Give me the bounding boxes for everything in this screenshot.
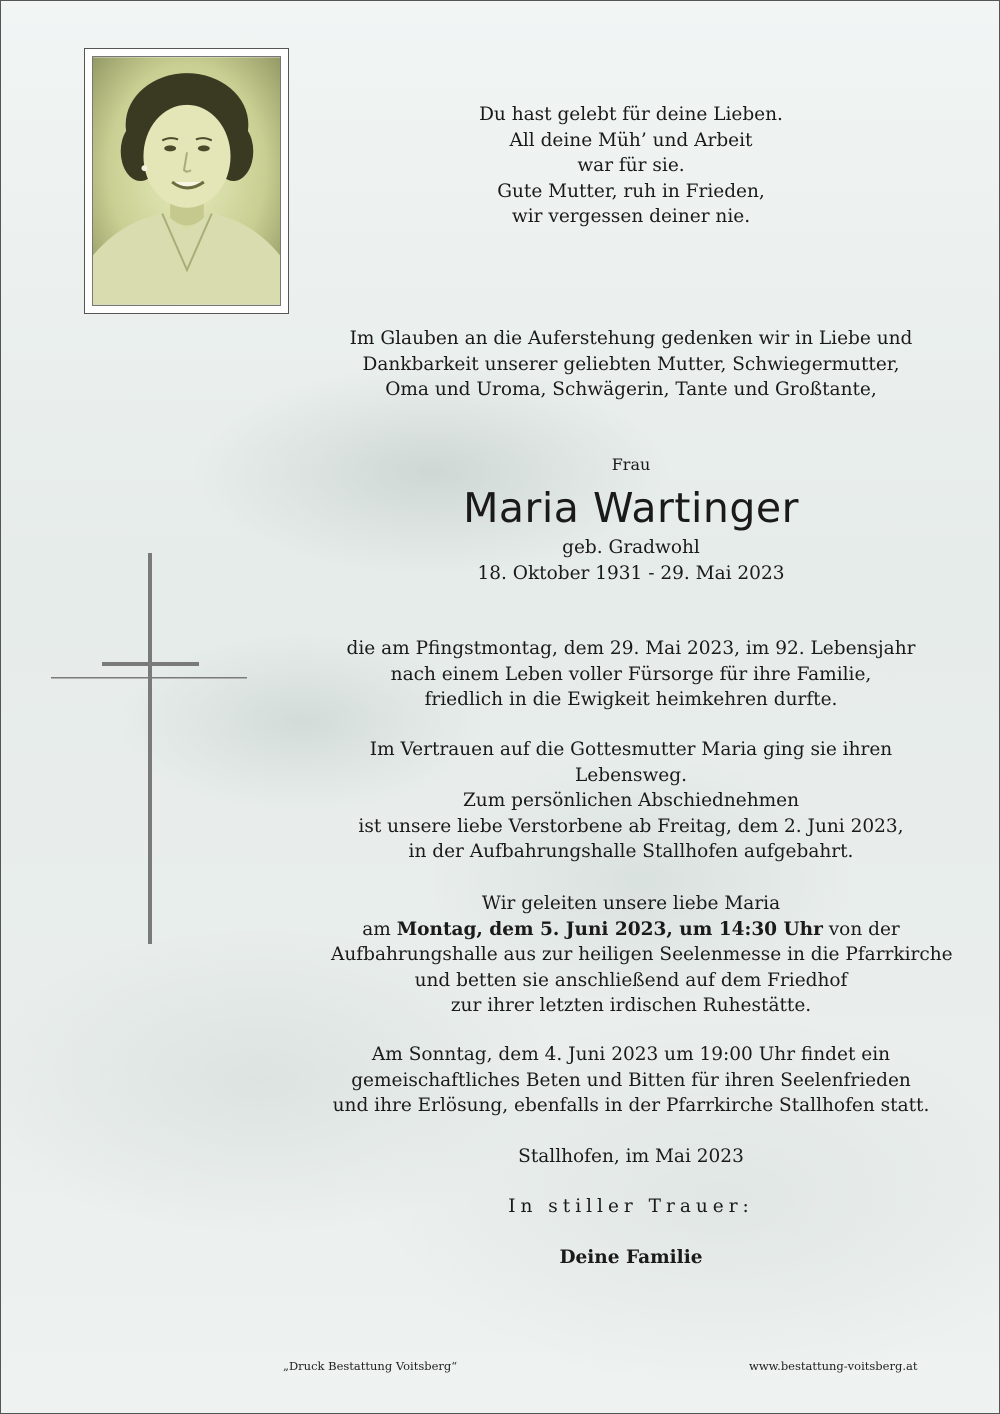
intro-line: Dankbarkeit unserer geliebten Mutter, Schwiegermutter, xyxy=(362,353,900,375)
trust-line: Im Vertrauen auf die Gottesmutter Maria ging sie ihren Lebensweg. xyxy=(369,739,893,786)
prayer-line: gemeischaftliches Beten und Bitten für ihren Seelenfrieden xyxy=(351,1069,911,1091)
passing-line: die am Pfingstmontag, dem 29. Mai 2023, im 92. Lebensjahr xyxy=(346,638,916,659)
cross-horizontal-bar xyxy=(102,662,199,666)
viewing-line: Zum persönlichen Abschiednehmen xyxy=(462,790,800,811)
deceased-birth-name: geb. Gradwohl xyxy=(562,537,700,558)
viewing-line: in der Aufbahrungshalle Stallhofen aufgebahrt. xyxy=(408,841,854,862)
funeral-paragraph xyxy=(331,891,953,1019)
footer-website: www.bestattung-voitsberg.at xyxy=(749,1359,918,1373)
poem xyxy=(331,102,931,230)
passing-paragraph xyxy=(331,636,931,713)
prayer-line: Am Sonntag, dem 4. Juni 2023 um 19:00 Uhr findet ein xyxy=(371,1044,891,1065)
deceased-name: Maria Wartinger xyxy=(463,484,799,532)
cross-icon xyxy=(51,553,251,948)
viewing-paragraph xyxy=(331,788,931,865)
poem-line: Gute Mutter, ruh in Frieden, xyxy=(497,180,765,202)
footer-printer: „Druck Bestattung Voitsberg“ xyxy=(283,1359,458,1373)
portrait-photo xyxy=(84,48,289,314)
funeral-line: Aufbahrungshalle aus zur heiligen Seelenmesse in die Pfarrkirche xyxy=(331,944,953,965)
mourning-heading: In stiller Trauer: xyxy=(508,1196,754,1217)
viewing-line: ist unsere liebe Verstorbene ab Freitag, dem 2. Juni 2023, xyxy=(358,815,904,837)
funeral-line: und betten sie anschließend auf dem Friedhof xyxy=(414,969,848,991)
poem-line: wir vergessen deiner nie. xyxy=(511,206,751,227)
passing-line: nach einem Leben voller Fürsorge für ihre Familie, xyxy=(390,663,872,685)
cross-thin-line xyxy=(51,677,247,679)
passing-line: friedlich in die Ewigkeit heimkehren durfte. xyxy=(424,689,838,710)
funeral-suffix: von der xyxy=(822,918,900,940)
funeral-datetime: Montag, dem 5. Juni 2023, um 14:30 Uhr xyxy=(396,918,823,940)
deceased-dates: 18. Oktober 1931 - 29. Mai 2023 xyxy=(477,563,785,584)
portrait-image xyxy=(92,56,281,306)
funeral-prefix: am xyxy=(362,918,397,940)
poem-line: Du hast gelebt für deine Lieben. xyxy=(479,104,783,125)
prayer-line: und ihre Erlösung, ebenfalls in der Pfarrkirche Stallhofen statt. xyxy=(332,1095,930,1116)
family-signature: Deine Familie xyxy=(559,1247,703,1268)
funeral-line: zur ihrer letzten irdischen Ruhestätte. xyxy=(450,995,812,1016)
cross-vertical-bar xyxy=(148,553,152,944)
funeral-date-line xyxy=(331,917,931,943)
place-date: Stallhofen, im Mai 2023 xyxy=(518,1146,744,1167)
intro-paragraph xyxy=(331,326,931,403)
deceased-title: Frau xyxy=(611,455,651,474)
poem-line: All deine Müh’ und Arbeit xyxy=(509,129,753,151)
poem-line: war für sie. xyxy=(577,155,685,176)
prayer-paragraph xyxy=(331,1042,931,1119)
intro-line: Im Glauben an die Auferstehung gedenken wir in Liebe und xyxy=(349,328,913,349)
intro-line: Oma und Uroma, Schwägerin, Tante und Großtante, xyxy=(385,379,877,400)
funeral-line: Wir geleiten unsere liebe Maria xyxy=(481,893,781,914)
